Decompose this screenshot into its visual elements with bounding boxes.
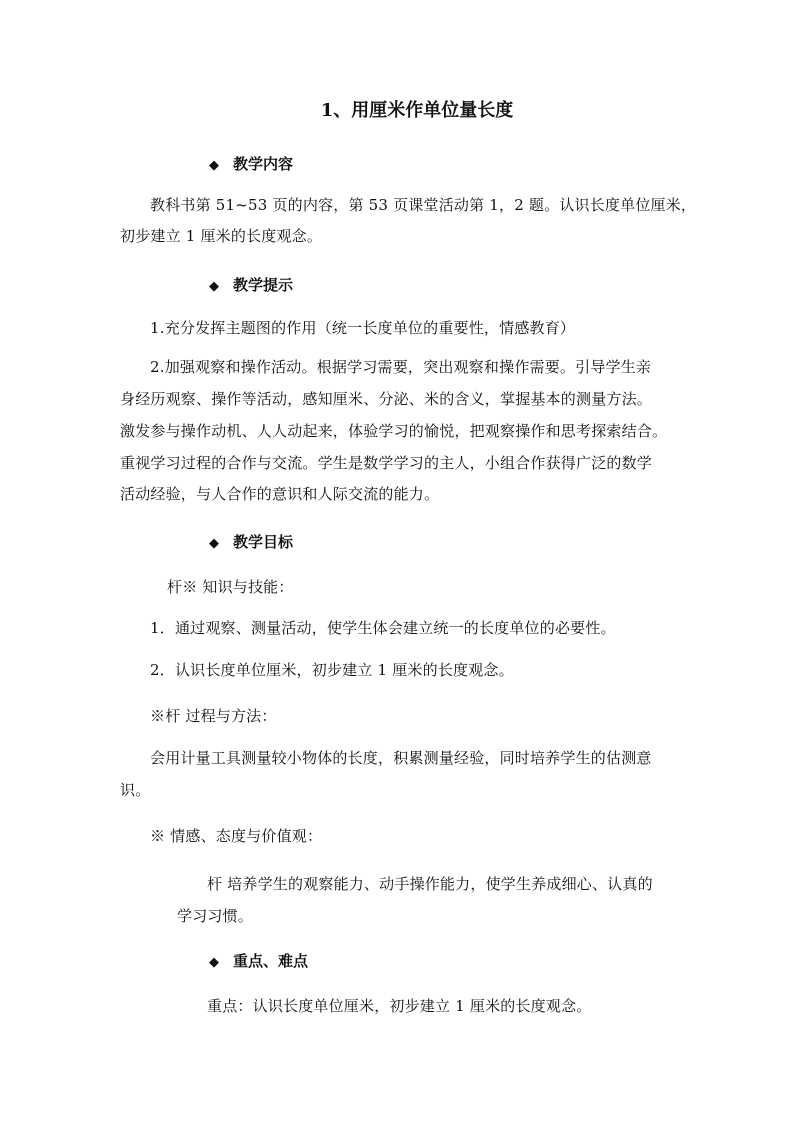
paragraph-line: 2．认识长度单位厘米，初步建立 1 厘米的长度观念。 bbox=[150, 661, 514, 679]
section-heading-goals bbox=[209, 532, 293, 554]
section-heading-label: 教学目标 bbox=[233, 533, 294, 551]
paragraph-line: 激发参与操作动机、人人动起来，体验学习的愉悦，把观察操作和思考探索结合。 bbox=[120, 422, 668, 440]
paragraph-line: 1.充分发挥主题图的作用（统一长度单位的重要性，情感教育） bbox=[150, 319, 576, 337]
paragraph-line: 身经历观察、操作等活动，感知厘米、分泌、米的含义，掌握基本的测量方法。 bbox=[120, 390, 653, 408]
paragraph-line: 学习习惯。 bbox=[177, 907, 254, 925]
section-heading-label: 教学提示 bbox=[233, 276, 294, 294]
paragraph-line: 杆※ 知识与技能： bbox=[167, 578, 294, 596]
section-heading-content bbox=[209, 154, 293, 176]
paragraph-line: 会用计量工具测量较小物体的长度，积累测量经验，同时培养学生的估测意 bbox=[150, 749, 652, 767]
section-heading-keypoints bbox=[209, 951, 308, 973]
diamond-bullet-icon: ◆ bbox=[209, 536, 219, 551]
paragraph-line: 重视学习过程的合作与交流。学生是数学学习的主人，小组合作获得广泛的数学 bbox=[120, 454, 653, 472]
paragraph-line: 初步建立 1 厘米的长度观念。 bbox=[120, 227, 323, 245]
section-heading-hints bbox=[209, 275, 293, 297]
paragraph-line: ※ 情感、态度与价值观： bbox=[150, 827, 323, 845]
section-heading-label: 重点、难点 bbox=[233, 952, 309, 970]
section-heading-label: 教学内容 bbox=[233, 155, 294, 173]
page-title: 1、用厘米作单位量长度 bbox=[320, 100, 514, 121]
paragraph-line: 杆 培养学生的观察能力、动手操作能力，使学生养成细心、认真的 bbox=[207, 875, 653, 893]
diamond-bullet-icon: ◆ bbox=[209, 955, 219, 970]
paragraph-line: ※杆 过程与方法： bbox=[150, 707, 277, 725]
paragraph-line: 重点：认识长度单位厘米，初步建立 1 厘米的长度观念。 bbox=[207, 997, 592, 1015]
paragraph-line: 2.加强观察和操作活动。根据学习需要，突出观察和操作需要。引导学生亲 bbox=[150, 358, 652, 376]
paragraph-line: 1．通过观察、测量活动，使学生体会建立统一的长度单位的必要性。 bbox=[150, 619, 616, 637]
diamond-bullet-icon: ◆ bbox=[209, 158, 219, 173]
paragraph-line: 活动经验，与人合作的意识和人际交流的能力。 bbox=[120, 485, 440, 503]
paragraph-line: 识。 bbox=[120, 781, 151, 799]
diamond-bullet-icon: ◆ bbox=[209, 279, 219, 294]
paragraph-line: 教科书第 51~53 页的内容，第 53 页课堂活动第 1，2 题。认识长度单位厘米， bbox=[150, 196, 697, 214]
